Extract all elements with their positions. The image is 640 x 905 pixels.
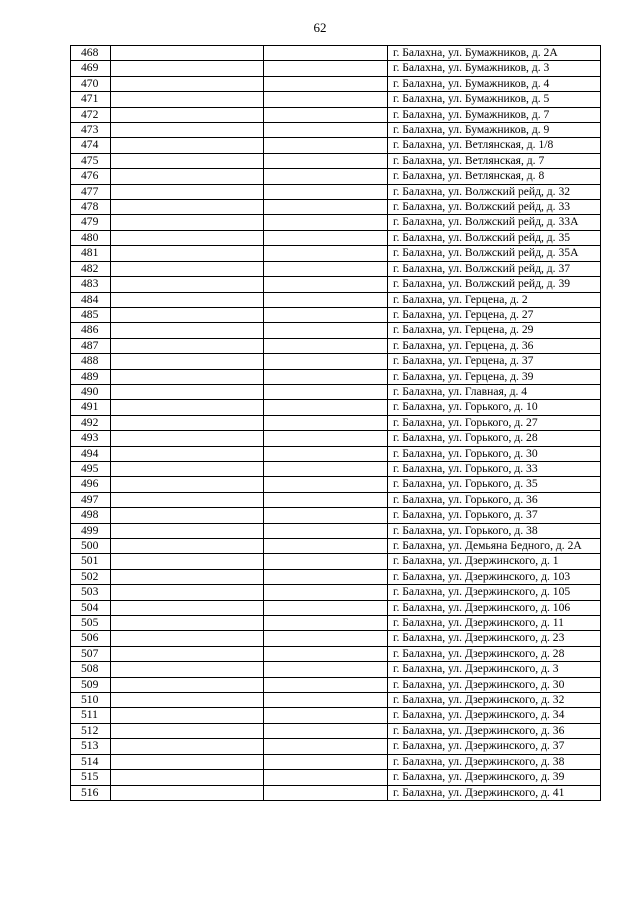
table-row (71, 585, 601, 600)
address-table (70, 45, 601, 801)
empty-cell (264, 585, 388, 600)
row-number: 471 (71, 92, 111, 107)
empty-cell (111, 461, 264, 476)
table-row (71, 492, 601, 507)
table-row (71, 539, 601, 554)
empty-cell (264, 323, 388, 338)
row-number: 473 (71, 123, 111, 138)
empty-cell (264, 261, 388, 276)
empty-cell (264, 539, 388, 554)
table-row (71, 770, 601, 785)
table-row (71, 554, 601, 569)
empty-cell (111, 739, 264, 754)
row-number: 468 (71, 46, 111, 61)
address-cell: г. Балахна, ул. Дзержинского, д. 28 (388, 646, 601, 661)
row-number: 496 (71, 477, 111, 492)
empty-cell (111, 585, 264, 600)
table-row (71, 261, 601, 276)
address-cell: г. Балахна, ул. Дзержинского, д. 41 (388, 785, 601, 800)
address-cell: г. Балахна, ул. Дзержинского, д. 1 (388, 554, 601, 569)
row-number: 480 (71, 230, 111, 245)
empty-cell (264, 46, 388, 61)
address-cell: г. Балахна, ул. Горького, д. 27 (388, 415, 601, 430)
row-number: 511 (71, 708, 111, 723)
table-row (71, 523, 601, 538)
address-cell: г. Балахна, ул. Дзержинского, д. 105 (388, 585, 601, 600)
empty-cell (111, 492, 264, 507)
empty-cell (264, 723, 388, 738)
row-number: 502 (71, 569, 111, 584)
address-cell: г. Балахна, ул. Бумажников, д. 5 (388, 92, 601, 107)
address-cell: г. Балахна, ул. Дзержинского, д. 103 (388, 569, 601, 584)
empty-cell (111, 307, 264, 322)
empty-cell (264, 446, 388, 461)
row-number: 483 (71, 277, 111, 292)
empty-cell (111, 754, 264, 769)
empty-cell (111, 446, 264, 461)
row-number: 487 (71, 338, 111, 353)
row-number: 503 (71, 585, 111, 600)
row-number: 476 (71, 169, 111, 184)
empty-cell (111, 153, 264, 168)
empty-cell (111, 770, 264, 785)
empty-cell (264, 215, 388, 230)
row-number: 501 (71, 554, 111, 569)
table-row (71, 431, 601, 446)
address-cell: г. Балахна, ул. Герцена, д. 39 (388, 369, 601, 384)
empty-cell (264, 739, 388, 754)
address-cell: г. Балахна, ул. Дзержинского, д. 23 (388, 631, 601, 646)
empty-cell (111, 215, 264, 230)
empty-cell (264, 461, 388, 476)
address-cell: г. Балахна, ул. Дзержинского, д. 37 (388, 739, 601, 754)
row-number: 507 (71, 646, 111, 661)
table-row (71, 708, 601, 723)
address-cell: г. Балахна, ул. Дзержинского, д. 11 (388, 616, 601, 631)
table-row (71, 677, 601, 692)
address-cell: г. Балахна, ул. Волжский рейд, д. 35А (388, 246, 601, 261)
table-row (71, 739, 601, 754)
address-cell: г. Балахна, ул. Горького, д. 35 (388, 477, 601, 492)
row-number: 500 (71, 539, 111, 554)
empty-cell (111, 677, 264, 692)
row-number: 508 (71, 662, 111, 677)
address-cell: г. Балахна, ул. Демьяна Бедного, д. 2А (388, 539, 601, 554)
empty-cell (264, 677, 388, 692)
row-number: 481 (71, 246, 111, 261)
empty-cell (111, 523, 264, 538)
address-cell: г. Балахна, ул. Герцена, д. 36 (388, 338, 601, 353)
empty-cell (264, 230, 388, 245)
row-number: 486 (71, 323, 111, 338)
empty-cell (111, 169, 264, 184)
empty-cell (111, 477, 264, 492)
empty-cell (264, 369, 388, 384)
table-row (71, 246, 601, 261)
row-number: 477 (71, 184, 111, 199)
empty-cell (264, 569, 388, 584)
table-row (71, 662, 601, 677)
empty-cell (264, 200, 388, 215)
address-cell: г. Балахна, ул. Ветлянская, д. 1/8 (388, 138, 601, 153)
row-number: 493 (71, 431, 111, 446)
table-row (71, 215, 601, 230)
row-number: 513 (71, 739, 111, 754)
empty-cell (111, 184, 264, 199)
address-cell: г. Балахна, ул. Волжский рейд, д. 35 (388, 230, 601, 245)
empty-cell (264, 384, 388, 399)
address-cell: г. Балахна, ул. Дзержинского, д. 39 (388, 770, 601, 785)
empty-cell (111, 723, 264, 738)
address-cell: г. Балахна, ул. Герцена, д. 2 (388, 292, 601, 307)
address-cell: г. Балахна, ул. Дзержинского, д. 3 (388, 662, 601, 677)
empty-cell (264, 246, 388, 261)
address-cell: г. Балахна, ул. Герцена, д. 29 (388, 323, 601, 338)
empty-cell (111, 92, 264, 107)
empty-cell (111, 138, 264, 153)
row-number: 506 (71, 631, 111, 646)
table-row (71, 693, 601, 708)
row-number: 482 (71, 261, 111, 276)
row-number: 505 (71, 616, 111, 631)
empty-cell (264, 616, 388, 631)
table-row (71, 46, 601, 61)
table-row (71, 754, 601, 769)
table-row (71, 616, 601, 631)
empty-cell (264, 354, 388, 369)
empty-cell (111, 708, 264, 723)
empty-cell (264, 184, 388, 199)
address-cell: г. Балахна, ул. Волжский рейд, д. 39 (388, 277, 601, 292)
empty-cell (111, 539, 264, 554)
empty-cell (111, 431, 264, 446)
empty-cell (264, 307, 388, 322)
table-row (71, 169, 601, 184)
address-cell: г. Балахна, ул. Бумажников, д. 4 (388, 76, 601, 91)
table-row (71, 153, 601, 168)
empty-cell (264, 754, 388, 769)
row-number: 498 (71, 508, 111, 523)
row-number: 514 (71, 754, 111, 769)
address-cell: г. Балахна, ул. Бумажников, д. 9 (388, 123, 601, 138)
table-row (71, 446, 601, 461)
table-row (71, 107, 601, 122)
empty-cell (264, 277, 388, 292)
row-number: 509 (71, 677, 111, 692)
empty-cell (111, 338, 264, 353)
row-number: 495 (71, 461, 111, 476)
table-row (71, 277, 601, 292)
row-number: 494 (71, 446, 111, 461)
address-cell: г. Балахна, ул. Бумажников, д. 2А (388, 46, 601, 61)
table-row (71, 646, 601, 661)
empty-cell (264, 693, 388, 708)
table-row (71, 61, 601, 76)
empty-cell (264, 292, 388, 307)
table-row (71, 323, 601, 338)
row-number: 470 (71, 76, 111, 91)
table-row (71, 200, 601, 215)
table-row (71, 785, 601, 800)
table-row (71, 138, 601, 153)
empty-cell (111, 230, 264, 245)
empty-cell (111, 554, 264, 569)
address-cell: г. Балахна, ул. Ветлянская, д. 8 (388, 169, 601, 184)
empty-cell (111, 384, 264, 399)
empty-cell (111, 693, 264, 708)
empty-cell (111, 569, 264, 584)
row-number: 492 (71, 415, 111, 430)
row-number: 478 (71, 200, 111, 215)
empty-cell (111, 323, 264, 338)
table-row (71, 477, 601, 492)
empty-cell (111, 400, 264, 415)
row-number: 491 (71, 400, 111, 415)
empty-cell (264, 107, 388, 122)
empty-cell (264, 338, 388, 353)
empty-cell (111, 292, 264, 307)
address-cell: г. Балахна, ул. Бумажников, д. 7 (388, 107, 601, 122)
table-row (71, 184, 601, 199)
address-cell: г. Балахна, ул. Волжский рейд, д. 37 (388, 261, 601, 276)
address-cell: г. Балахна, ул. Главная, д. 4 (388, 384, 601, 399)
table-row (71, 292, 601, 307)
empty-cell (264, 76, 388, 91)
row-number: 475 (71, 153, 111, 168)
table-row (71, 631, 601, 646)
empty-cell (264, 708, 388, 723)
address-cell: г. Балахна, ул. Горького, д. 38 (388, 523, 601, 538)
empty-cell (264, 153, 388, 168)
empty-cell (264, 662, 388, 677)
empty-cell (111, 354, 264, 369)
table-row (71, 384, 601, 399)
address-cell: г. Балахна, ул. Волжский рейд, д. 33А (388, 215, 601, 230)
address-cell: г. Балахна, ул. Горького, д. 33 (388, 461, 601, 476)
empty-cell (111, 200, 264, 215)
empty-cell (264, 770, 388, 785)
row-number: 504 (71, 600, 111, 615)
empty-cell (111, 785, 264, 800)
table-row (71, 600, 601, 615)
address-cell: г. Балахна, ул. Дзержинского, д. 36 (388, 723, 601, 738)
table-row (71, 508, 601, 523)
empty-cell (111, 369, 264, 384)
table-row (71, 569, 601, 584)
table-row (71, 307, 601, 322)
row-number: 469 (71, 61, 111, 76)
address-cell: г. Балахна, ул. Дзержинского, д. 32 (388, 693, 601, 708)
address-cell: г. Балахна, ул. Дзержинского, д. 38 (388, 754, 601, 769)
table-row (71, 230, 601, 245)
empty-cell (111, 107, 264, 122)
empty-cell (111, 662, 264, 677)
row-number: 489 (71, 369, 111, 384)
empty-cell (264, 600, 388, 615)
empty-cell (111, 246, 264, 261)
empty-cell (111, 46, 264, 61)
table-row (71, 461, 601, 476)
empty-cell (111, 261, 264, 276)
table-row (71, 92, 601, 107)
address-cell: г. Балахна, ул. Герцена, д. 37 (388, 354, 601, 369)
address-cell: г. Балахна, ул. Горького, д. 30 (388, 446, 601, 461)
address-cell: г. Балахна, ул. Дзержинского, д. 30 (388, 677, 601, 692)
empty-cell (264, 523, 388, 538)
empty-cell (264, 631, 388, 646)
row-number: 472 (71, 107, 111, 122)
address-cell: г. Балахна, ул. Волжский рейд, д. 33 (388, 200, 601, 215)
empty-cell (264, 169, 388, 184)
empty-cell (264, 92, 388, 107)
address-cell: г. Балахна, ул. Бумажников, д. 3 (388, 61, 601, 76)
address-table-body (71, 46, 601, 801)
empty-cell (264, 138, 388, 153)
address-cell: г. Балахна, ул. Герцена, д. 27 (388, 307, 601, 322)
address-cell: г. Балахна, ул. Горького, д. 10 (388, 400, 601, 415)
empty-cell (264, 785, 388, 800)
empty-cell (111, 76, 264, 91)
address-cell: г. Балахна, ул. Горького, д. 28 (388, 431, 601, 446)
table-row (71, 354, 601, 369)
row-number: 516 (71, 785, 111, 800)
table-row (71, 76, 601, 91)
address-cell: г. Балахна, ул. Горького, д. 37 (388, 508, 601, 523)
empty-cell (264, 431, 388, 446)
empty-cell (111, 508, 264, 523)
empty-cell (264, 646, 388, 661)
empty-cell (111, 415, 264, 430)
address-cell: г. Балахна, ул. Горького, д. 36 (388, 492, 601, 507)
address-cell: г. Балахна, ул. Дзержинского, д. 106 (388, 600, 601, 615)
row-number: 485 (71, 307, 111, 322)
row-number: 499 (71, 523, 111, 538)
row-number: 512 (71, 723, 111, 738)
empty-cell (111, 631, 264, 646)
row-number: 488 (71, 354, 111, 369)
empty-cell (111, 600, 264, 615)
address-cell: г. Балахна, ул. Ветлянская, д. 7 (388, 153, 601, 168)
row-number: 474 (71, 138, 111, 153)
empty-cell (111, 277, 264, 292)
address-cell: г. Балахна, ул. Волжский рейд, д. 32 (388, 184, 601, 199)
empty-cell (264, 477, 388, 492)
empty-cell (111, 646, 264, 661)
empty-cell (264, 508, 388, 523)
empty-cell (264, 554, 388, 569)
row-number: 497 (71, 492, 111, 507)
page-number: 62 (313, 20, 327, 35)
row-number: 490 (71, 384, 111, 399)
empty-cell (264, 400, 388, 415)
empty-cell (264, 415, 388, 430)
empty-cell (111, 616, 264, 631)
empty-cell (264, 492, 388, 507)
table-row (71, 723, 601, 738)
table-row (71, 415, 601, 430)
table-row (71, 400, 601, 415)
row-number: 479 (71, 215, 111, 230)
table-row (71, 123, 601, 138)
table-row (71, 338, 601, 353)
address-cell: г. Балахна, ул. Дзержинского, д. 34 (388, 708, 601, 723)
empty-cell (111, 61, 264, 76)
row-number: 510 (71, 693, 111, 708)
empty-cell (264, 123, 388, 138)
table-row (71, 369, 601, 384)
row-number: 515 (71, 770, 111, 785)
row-number: 484 (71, 292, 111, 307)
empty-cell (111, 123, 264, 138)
empty-cell (264, 61, 388, 76)
